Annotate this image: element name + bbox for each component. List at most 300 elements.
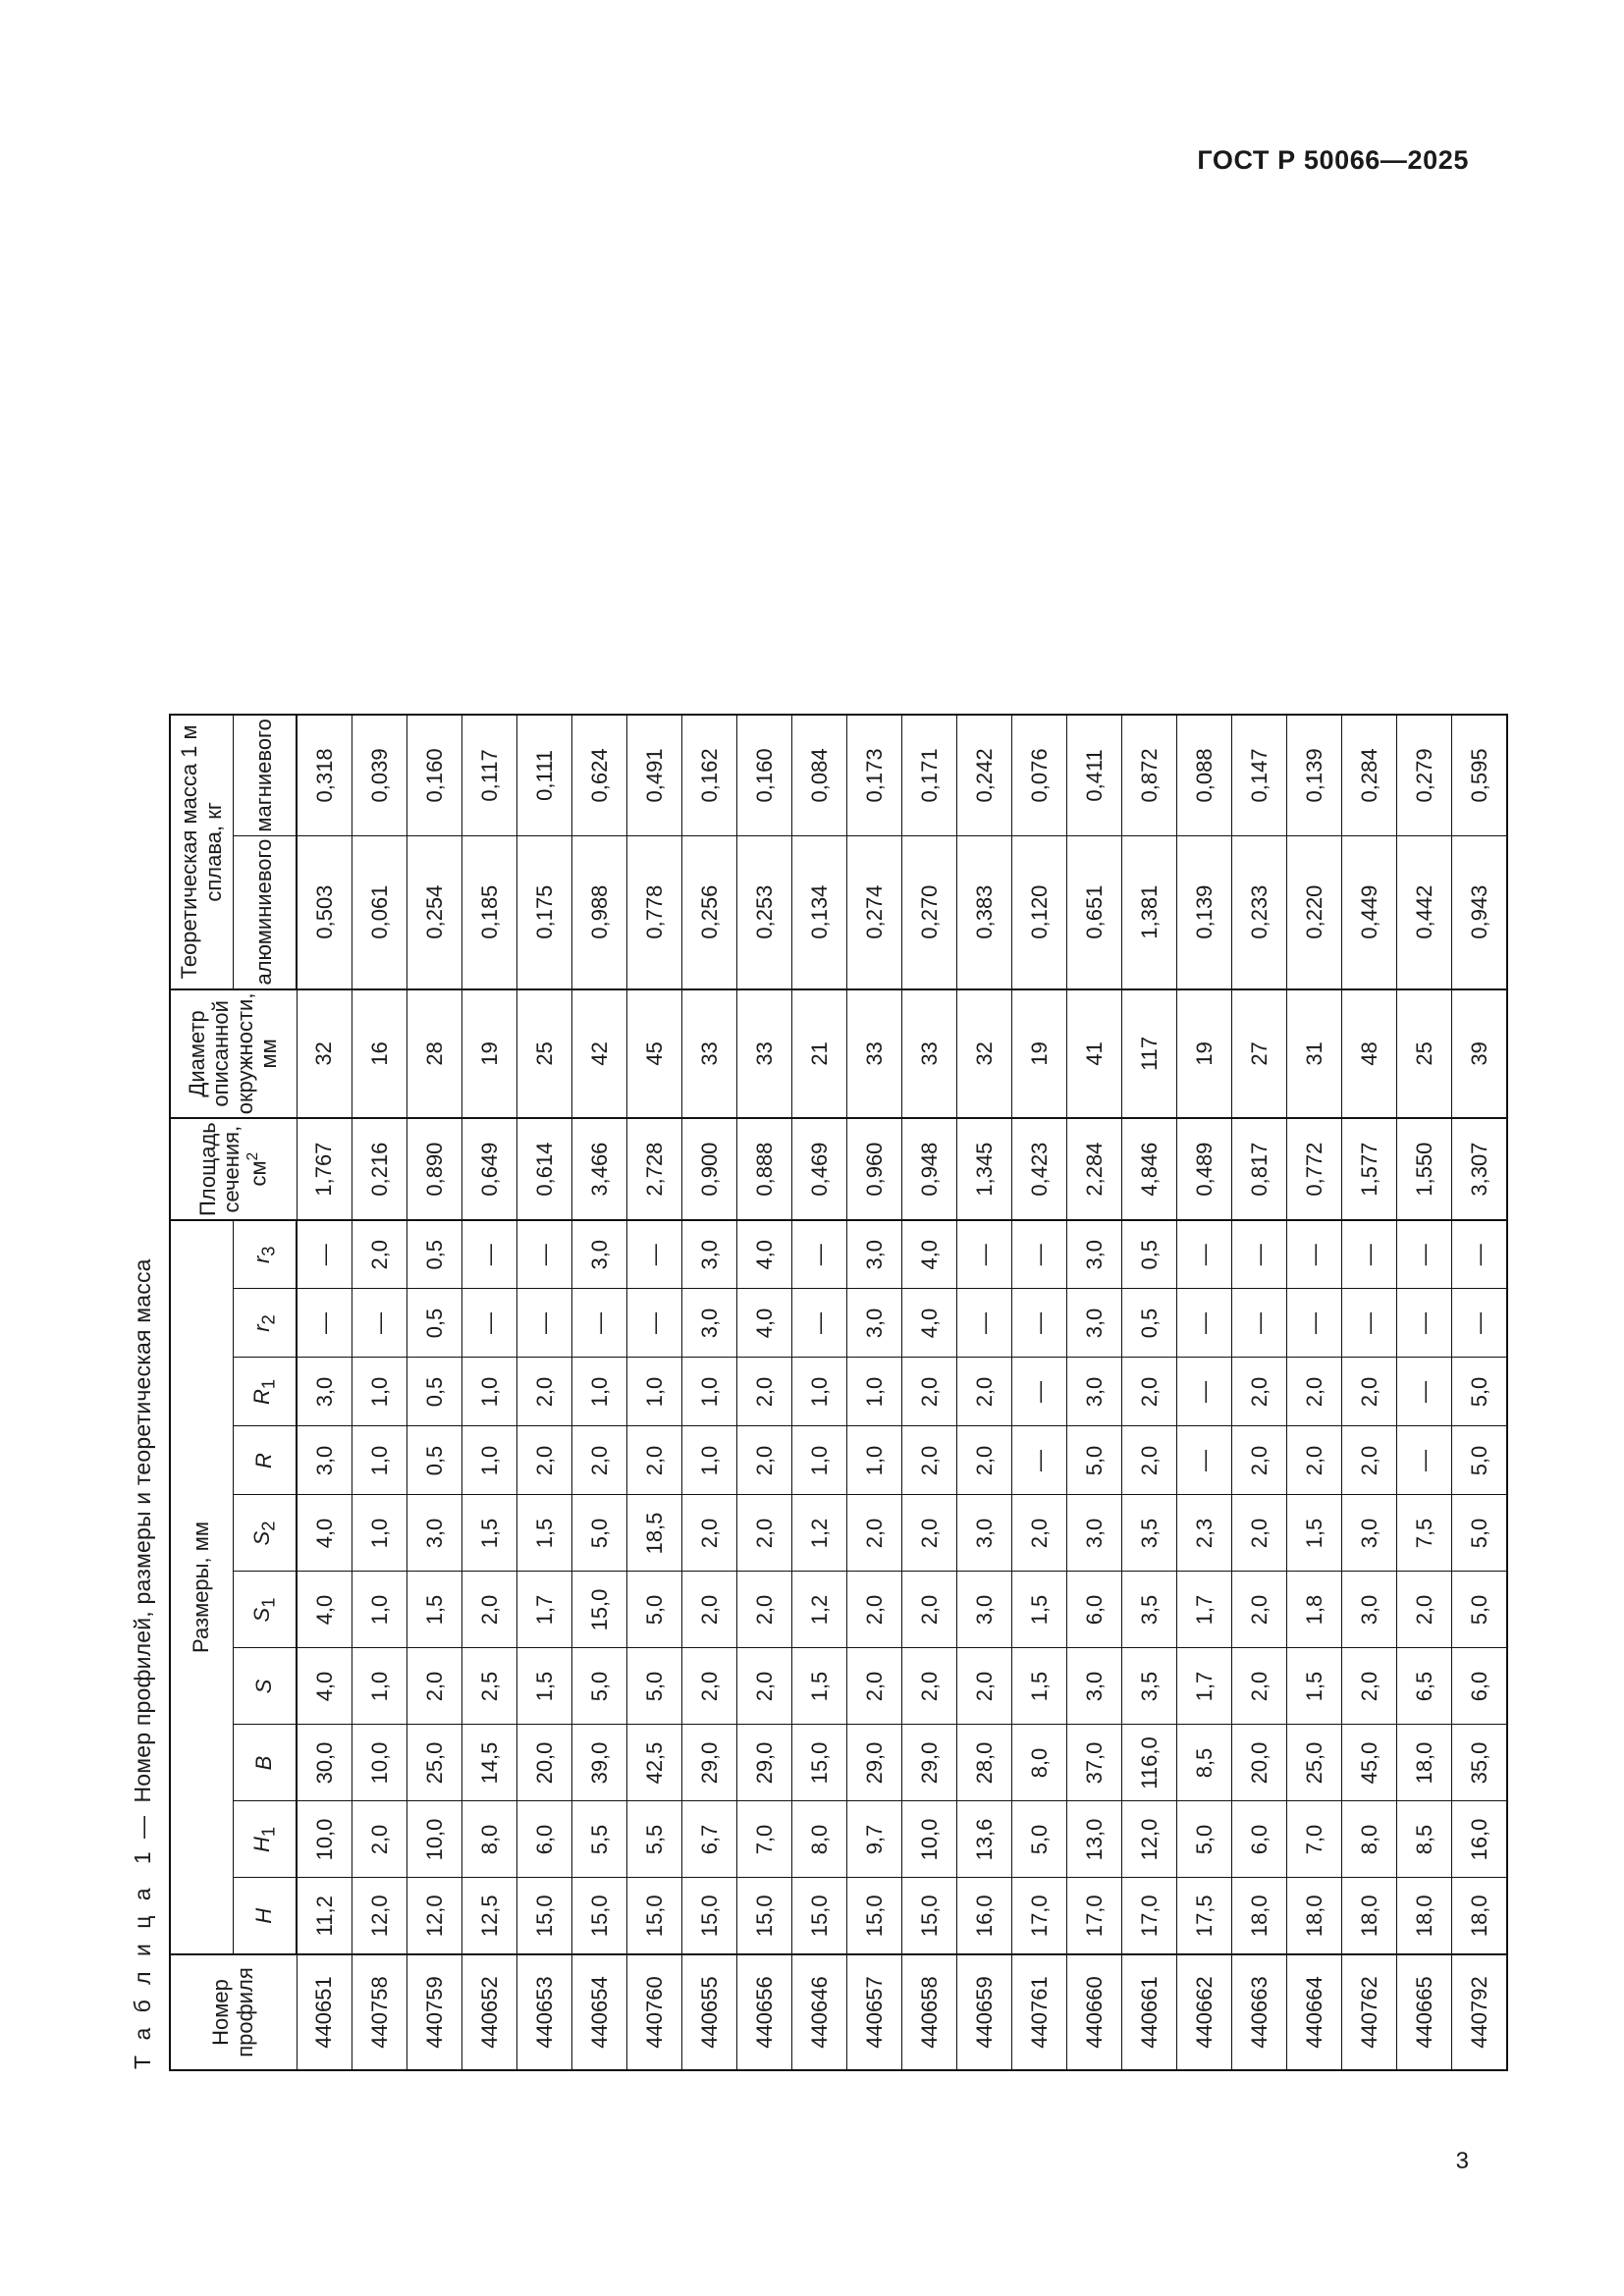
cell-S1: 4,0: [297, 1572, 352, 1648]
cell-diameter: 16: [352, 988, 407, 1118]
cell-mass-aluminium: 0,120: [1012, 835, 1067, 988]
cell-mass-aluminium: 0,503: [297, 835, 352, 988]
cell-r3: —: [957, 1220, 1012, 1289]
cell-H: 15,0: [682, 1878, 737, 1954]
cell-r3: 0,5: [1122, 1220, 1177, 1289]
cell-S: 2,0: [902, 1648, 957, 1725]
cell-S1: 2,0: [1397, 1572, 1452, 1648]
cell-R: 1,0: [847, 1426, 902, 1495]
cell-r2: 3,0: [682, 1289, 737, 1358]
cell-r2: —: [1287, 1289, 1342, 1358]
cell-R: —: [1177, 1426, 1232, 1495]
cell-mass-aluminium: 1,381: [1122, 835, 1177, 988]
cell-S1: 1,7: [517, 1572, 572, 1648]
cell-S: 3,5: [1122, 1648, 1177, 1725]
cell-B: 20,0: [517, 1725, 572, 1801]
cell-mass-magnesium: 0,084: [792, 715, 847, 835]
cell-S1: 6,0: [1067, 1572, 1122, 1648]
cell-diameter: 32: [297, 988, 352, 1118]
cell-mass-magnesium: 0,139: [1287, 715, 1342, 835]
cell-S2: 3,0: [1342, 1495, 1397, 1572]
cell-area: 0,489: [1177, 1118, 1232, 1220]
header-R1-subscript: 1: [257, 1378, 279, 1389]
cell-S2: 2,0: [847, 1495, 902, 1572]
cell-profile-number: 440657: [847, 1954, 902, 2070]
header-r2-subscript: 2: [257, 1313, 279, 1324]
cell-r2: —: [462, 1289, 517, 1358]
header-r2: [234, 1289, 298, 1358]
cell-mass-magnesium: 0,088: [1177, 715, 1232, 835]
cell-B: 29,0: [847, 1725, 902, 1801]
cell-r2: 4,0: [902, 1289, 957, 1358]
cell-diameter: 33: [682, 988, 737, 1118]
page-number: 3: [1455, 2148, 1469, 2174]
cell-R1: 2,0: [957, 1358, 1012, 1426]
table-row: [1012, 715, 1067, 2070]
cell-area: 0,817: [1232, 1118, 1287, 1220]
header-B: [234, 1725, 298, 1801]
cell-r3: 4,0: [737, 1220, 792, 1289]
cell-mass-magnesium: 0,039: [352, 715, 407, 835]
cell-profile-number: 440758: [352, 1954, 407, 2070]
cell-B: 25,0: [1287, 1725, 1342, 1801]
cell-R: 1,0: [352, 1426, 407, 1495]
cell-H: 15,0: [792, 1878, 847, 1954]
cell-H1: 5,0: [1012, 1801, 1067, 1878]
header-R1: [234, 1358, 298, 1426]
cell-diameter: 19: [1012, 988, 1067, 1118]
cell-H1: 7,0: [737, 1801, 792, 1878]
cell-area: 0,890: [407, 1118, 462, 1220]
cell-H1: 10,0: [407, 1801, 462, 1878]
cell-diameter: 39: [1452, 988, 1508, 1118]
table-row: [297, 715, 352, 2070]
cell-R1: 1,0: [462, 1358, 517, 1426]
cell-R1: 2,0: [1342, 1358, 1397, 1426]
header-r3-symbol: r: [249, 1255, 275, 1263]
cell-mass-magnesium: 0,284: [1342, 715, 1397, 835]
cell-mass-aluminium: 0,270: [902, 835, 957, 988]
cell-r3: 3,0: [1067, 1220, 1122, 1289]
cell-profile-number: 440661: [1122, 1954, 1177, 2070]
landscape-content-block: [130, 226, 1494, 2071]
cell-S2: 2,0: [902, 1495, 957, 1572]
cell-B: 37,0: [1067, 1725, 1122, 1801]
cell-S: 1,0: [352, 1648, 407, 1725]
cell-S1: 1,8: [1287, 1572, 1342, 1648]
cell-S: 2,0: [1342, 1648, 1397, 1725]
header-B-symbol: B: [251, 1755, 277, 1770]
cell-profile-number: 440656: [737, 1954, 792, 2070]
cell-S: 1,5: [517, 1648, 572, 1725]
cell-mass-aluminium: 0,651: [1067, 835, 1122, 988]
cell-mass-aluminium: 0,383: [957, 835, 1012, 988]
cell-H: 15,0: [572, 1878, 627, 1954]
header-R1-symbol: R: [249, 1388, 275, 1405]
cell-r3: —: [1177, 1220, 1232, 1289]
cell-H1: 13,0: [1067, 1801, 1122, 1878]
cell-H: 15,0: [902, 1878, 957, 1954]
table-caption-word: Т а б л и ц а: [130, 1883, 155, 2069]
cell-profile-number: 440655: [682, 1954, 737, 2070]
cell-R: 2,0: [902, 1426, 957, 1495]
cell-H: 17,0: [1122, 1878, 1177, 1954]
cell-S2: 5,0: [572, 1495, 627, 1572]
table-row: [627, 715, 682, 2070]
cell-area: 1,550: [1397, 1118, 1452, 1220]
cell-B: 45,0: [1342, 1725, 1397, 1801]
cell-B: 116,0: [1122, 1725, 1177, 1801]
cell-B: 8,5: [1177, 1725, 1232, 1801]
cell-r2: 0,5: [1122, 1289, 1177, 1358]
cell-H1: 2,0: [352, 1801, 407, 1878]
cell-H1: 10,0: [297, 1801, 352, 1878]
cell-profile-number: 440658: [902, 1954, 957, 2070]
cell-profile-number: 440659: [957, 1954, 1012, 2070]
table-row: [1177, 715, 1232, 2070]
cell-H: 18,0: [1287, 1878, 1342, 1954]
cell-S1: 2,0: [737, 1572, 792, 1648]
header-S2-subscript: 2: [257, 1521, 279, 1531]
cell-r2: —: [627, 1289, 682, 1358]
cell-area: 3,307: [1452, 1118, 1508, 1220]
cell-profile-number: 440664: [1287, 1954, 1342, 2070]
cell-S: 5,0: [627, 1648, 682, 1725]
cell-H: 18,0: [1342, 1878, 1397, 1954]
cell-R1: 1,0: [352, 1358, 407, 1426]
cell-S1: 2,0: [847, 1572, 902, 1648]
cell-B: 35,0: [1452, 1725, 1508, 1801]
cell-diameter: 33: [902, 988, 957, 1118]
cell-diameter: 42: [572, 988, 627, 1118]
cell-area: 1,577: [1342, 1118, 1397, 1220]
cell-r3: —: [1287, 1220, 1342, 1289]
table-row: [1232, 715, 1287, 2070]
table-row: [462, 715, 517, 2070]
cell-R: 2,0: [1342, 1426, 1397, 1495]
cell-mass-aluminium: 0,061: [352, 835, 407, 988]
cell-r2: 0,5: [407, 1289, 462, 1358]
cell-R1: 2,0: [1232, 1358, 1287, 1426]
cell-mass-magnesium: 0,242: [957, 715, 1012, 835]
cell-H: 17,0: [1067, 1878, 1122, 1954]
cell-S2: 2,3: [1177, 1495, 1232, 1572]
cell-mass-aluminium: 0,185: [462, 835, 517, 988]
cell-profile-number: 440665: [1397, 1954, 1452, 2070]
cell-S: 1,5: [1012, 1648, 1067, 1725]
cell-H: 12,0: [407, 1878, 462, 1954]
cell-R1: 1,0: [572, 1358, 627, 1426]
cell-profile-number: 440760: [627, 1954, 682, 2070]
header-S-symbol: S: [251, 1679, 277, 1693]
cell-H: 15,0: [517, 1878, 572, 1954]
cell-r2: —: [957, 1289, 1012, 1358]
cell-H1: 13,6: [957, 1801, 1012, 1878]
header-r2-symbol: r: [249, 1323, 275, 1332]
table-row: [682, 715, 737, 2070]
cell-S: 2,0: [682, 1648, 737, 1725]
cell-profile-number: 440663: [1232, 1954, 1287, 2070]
header-S1-subscript: 1: [257, 1597, 279, 1608]
cell-S1: 3,5: [1122, 1572, 1177, 1648]
cell-R1: 0,5: [407, 1358, 462, 1426]
cell-mass-aluminium: 0,175: [517, 835, 572, 988]
cell-S2: 4,0: [297, 1495, 352, 1572]
cell-mass-aluminium: 0,778: [627, 835, 682, 988]
cell-mass-aluminium: 0,220: [1287, 835, 1342, 988]
cell-H: 12,5: [462, 1878, 517, 1954]
cell-area: 0,900: [682, 1118, 737, 1220]
header-r3: [234, 1220, 298, 1289]
cell-mass-magnesium: 0,147: [1232, 715, 1287, 835]
cell-S1: 1,0: [352, 1572, 407, 1648]
cell-profile-number: 440652: [462, 1954, 517, 2070]
cell-mass-aluminium: 0,943: [1452, 835, 1508, 988]
cell-R1: 3,0: [1067, 1358, 1122, 1426]
cell-diameter: 19: [1177, 988, 1232, 1118]
cell-S: 1,7: [1177, 1648, 1232, 1725]
header-profile-number: Номер профиля: [170, 1954, 297, 2070]
cell-S2: 1,5: [517, 1495, 572, 1572]
cell-R1: 2,0: [902, 1358, 957, 1426]
cell-r3: —: [1452, 1220, 1508, 1289]
cell-R: —: [1397, 1426, 1452, 1495]
cell-H1: 5,5: [627, 1801, 682, 1878]
cell-H: 15,0: [627, 1878, 682, 1954]
cell-r3: —: [1342, 1220, 1397, 1289]
cell-diameter: 32: [957, 988, 1012, 1118]
cell-diameter: 33: [737, 988, 792, 1118]
cell-S2: 3,0: [1067, 1495, 1122, 1572]
cell-profile-number: 440662: [1177, 1954, 1232, 2070]
table-row: [407, 715, 462, 2070]
cell-R1: 2,0: [517, 1358, 572, 1426]
cell-S: 2,0: [847, 1648, 902, 1725]
cell-S2: 1,5: [462, 1495, 517, 1572]
cell-S2: 7,5: [1397, 1495, 1452, 1572]
cell-R1: 1,0: [792, 1358, 847, 1426]
cell-H1: 6,7: [682, 1801, 737, 1878]
cell-R: 2,0: [1232, 1426, 1287, 1495]
cell-diameter: 48: [1342, 988, 1397, 1118]
cell-S2: 2,0: [682, 1495, 737, 1572]
cell-R: 2,0: [1287, 1426, 1342, 1495]
cell-profile-number: 440660: [1067, 1954, 1122, 2070]
cell-S1: 15,0: [572, 1572, 627, 1648]
profiles-table: [169, 714, 1508, 2071]
cell-mass-magnesium: 0,491: [627, 715, 682, 835]
cell-H1: 8,0: [462, 1801, 517, 1878]
cell-diameter: 27: [1232, 988, 1287, 1118]
cell-r2: —: [1177, 1289, 1232, 1358]
table-caption-text: Номер профилей, размеры и теоретическая масса: [130, 1257, 155, 1803]
cell-S: 4,0: [297, 1648, 352, 1725]
cell-mass-magnesium: 0,160: [737, 715, 792, 835]
cell-R1: 1,0: [847, 1358, 902, 1426]
cell-area: 1,345: [957, 1118, 1012, 1220]
cell-H1: 6,0: [517, 1801, 572, 1878]
cell-mass-aluminium: 0,253: [737, 835, 792, 988]
cell-area: 0,888: [737, 1118, 792, 1220]
cell-H1: 8,0: [1342, 1801, 1397, 1878]
cell-R: 5,0: [1067, 1426, 1122, 1495]
cell-S2: 3,5: [1122, 1495, 1177, 1572]
cell-B: 39,0: [572, 1725, 627, 1801]
cell-B: 28,0: [957, 1725, 1012, 1801]
cell-area: 0,649: [462, 1118, 517, 1220]
cell-R1: 2,0: [1122, 1358, 1177, 1426]
cell-area: 0,960: [847, 1118, 902, 1220]
cell-S1: 1,5: [407, 1572, 462, 1648]
table-row: [1287, 715, 1342, 2070]
cell-r3: 2,0: [352, 1220, 407, 1289]
cell-S2: 2,0: [1012, 1495, 1067, 1572]
table-row: [737, 715, 792, 2070]
cell-R: 2,0: [1122, 1426, 1177, 1495]
cell-B: 29,0: [737, 1725, 792, 1801]
table-head: [170, 715, 297, 2070]
running-header-standard-number: ГОСТ Р 50066—2025: [1197, 145, 1469, 175]
cell-R1: 2,0: [1287, 1358, 1342, 1426]
cell-S1: 1,2: [792, 1572, 847, 1648]
cell-diameter: 117: [1122, 988, 1177, 1118]
cell-R: 2,0: [572, 1426, 627, 1495]
cell-r2: —: [1012, 1289, 1067, 1358]
header-S1-symbol: S: [249, 1607, 275, 1622]
cell-H1: 5,0: [1177, 1801, 1232, 1878]
cell-S: 2,5: [462, 1648, 517, 1725]
table-caption-dash: —: [130, 1815, 155, 1839]
cell-mass-aluminium: 0,134: [792, 835, 847, 988]
cell-S: 3,0: [1067, 1648, 1122, 1725]
cell-r2: 3,0: [847, 1289, 902, 1358]
cell-H: 17,0: [1012, 1878, 1067, 1954]
cell-S2: 5,0: [1452, 1495, 1508, 1572]
cell-area: 0,469: [792, 1118, 847, 1220]
cell-mass-aluminium: 0,274: [847, 835, 902, 988]
cell-diameter: 45: [627, 988, 682, 1118]
cell-area: 0,216: [352, 1118, 407, 1220]
table-row: [792, 715, 847, 2070]
cell-S1: 2,0: [462, 1572, 517, 1648]
cell-mass-aluminium: 0,254: [407, 835, 462, 988]
header-H1-symbol: H: [249, 1836, 275, 1852]
table-row: [572, 715, 627, 2070]
header-S2: [234, 1495, 298, 1572]
cell-r2: 4,0: [737, 1289, 792, 1358]
header-mass-magnesium: магниевого: [234, 715, 298, 835]
cell-B: 25,0: [407, 1725, 462, 1801]
table-row: [352, 715, 407, 2070]
cell-S: 2,0: [737, 1648, 792, 1725]
cell-r3: —: [1012, 1220, 1067, 1289]
header-S1: [234, 1572, 298, 1648]
cell-R1: 2,0: [737, 1358, 792, 1426]
header-cross-section-area: [170, 1118, 297, 1220]
cell-R: 2,0: [737, 1426, 792, 1495]
cell-H: 18,0: [1232, 1878, 1287, 1954]
cell-S2: 1,0: [352, 1495, 407, 1572]
table-caption-number: 1: [130, 1850, 155, 1864]
cell-diameter: 25: [1397, 988, 1452, 1118]
cell-r2: —: [792, 1289, 847, 1358]
cell-R: 1,0: [682, 1426, 737, 1495]
cell-profile-number: 440792: [1452, 1954, 1508, 2070]
cell-H: 11,2: [297, 1878, 352, 1954]
cell-diameter: 33: [847, 988, 902, 1118]
cell-profile-number: 440759: [407, 1954, 462, 2070]
cell-profile-number: 440761: [1012, 1954, 1067, 2070]
cell-r3: 3,0: [847, 1220, 902, 1289]
cell-S1: 2,0: [902, 1572, 957, 1648]
cell-B: 10,0: [352, 1725, 407, 1801]
cell-mass-magnesium: 0,171: [902, 715, 957, 835]
cell-H1: 10,0: [902, 1801, 957, 1878]
cell-r2: —: [352, 1289, 407, 1358]
cell-r3: —: [517, 1220, 572, 1289]
cell-S2: 1,2: [792, 1495, 847, 1572]
cell-r3: 3,0: [572, 1220, 627, 1289]
cell-mass-aluminium: 0,256: [682, 835, 737, 988]
cell-diameter: 41: [1067, 988, 1122, 1118]
cell-R: 0,5: [407, 1426, 462, 1495]
cell-mass-magnesium: 0,872: [1122, 715, 1177, 835]
header-H: [234, 1878, 298, 1954]
header-S2-symbol: S: [249, 1530, 275, 1545]
cell-H: 12,0: [352, 1878, 407, 1954]
table-caption: [130, 226, 156, 2069]
cell-mass-aluminium: 0,233: [1232, 835, 1287, 988]
cell-S2: 1,5: [1287, 1495, 1342, 1572]
cell-area: 0,772: [1287, 1118, 1342, 1220]
cell-H1: 7,0: [1287, 1801, 1342, 1878]
cell-B: 18,0: [1397, 1725, 1452, 1801]
header-H-symbol: H: [251, 1907, 277, 1924]
cell-profile-number: 440651: [297, 1954, 352, 2070]
cell-S: 2,0: [957, 1648, 1012, 1725]
cell-mass-aluminium: 0,449: [1342, 835, 1397, 988]
header-H1-subscript: 1: [257, 1826, 279, 1837]
cell-mass-aluminium: 0,139: [1177, 835, 1232, 988]
cell-profile-number: 440654: [572, 1954, 627, 2070]
cell-R: 2,0: [957, 1426, 1012, 1495]
cell-mass-magnesium: 0,160: [407, 715, 462, 835]
cell-S1: 3,0: [1342, 1572, 1397, 1648]
cell-mass-magnesium: 0,173: [847, 715, 902, 835]
header-area-exponent: 2: [244, 1151, 261, 1160]
cell-R1: 1,0: [682, 1358, 737, 1426]
cell-r3: —: [1397, 1220, 1452, 1289]
cell-R: —: [1012, 1426, 1067, 1495]
cell-B: 20,0: [1232, 1725, 1287, 1801]
cell-area: 2,284: [1067, 1118, 1122, 1220]
cell-r3: —: [462, 1220, 517, 1289]
cell-mass-aluminium: 0,988: [572, 835, 627, 988]
cell-S: 1,5: [792, 1648, 847, 1725]
cell-area: 0,948: [902, 1118, 957, 1220]
cell-r2: —: [1232, 1289, 1287, 1358]
table-body: [297, 715, 1507, 2070]
cell-area: 1,767: [297, 1118, 352, 1220]
cell-H: 18,0: [1397, 1878, 1452, 1954]
header-S: [234, 1648, 298, 1725]
cell-area: 0,614: [517, 1118, 572, 1220]
cell-S: 5,0: [572, 1648, 627, 1725]
table-row: [1342, 715, 1397, 2070]
cell-S2: 3,0: [957, 1495, 1012, 1572]
cell-r3: —: [1232, 1220, 1287, 1289]
cell-mass-magnesium: 0,279: [1397, 715, 1452, 835]
